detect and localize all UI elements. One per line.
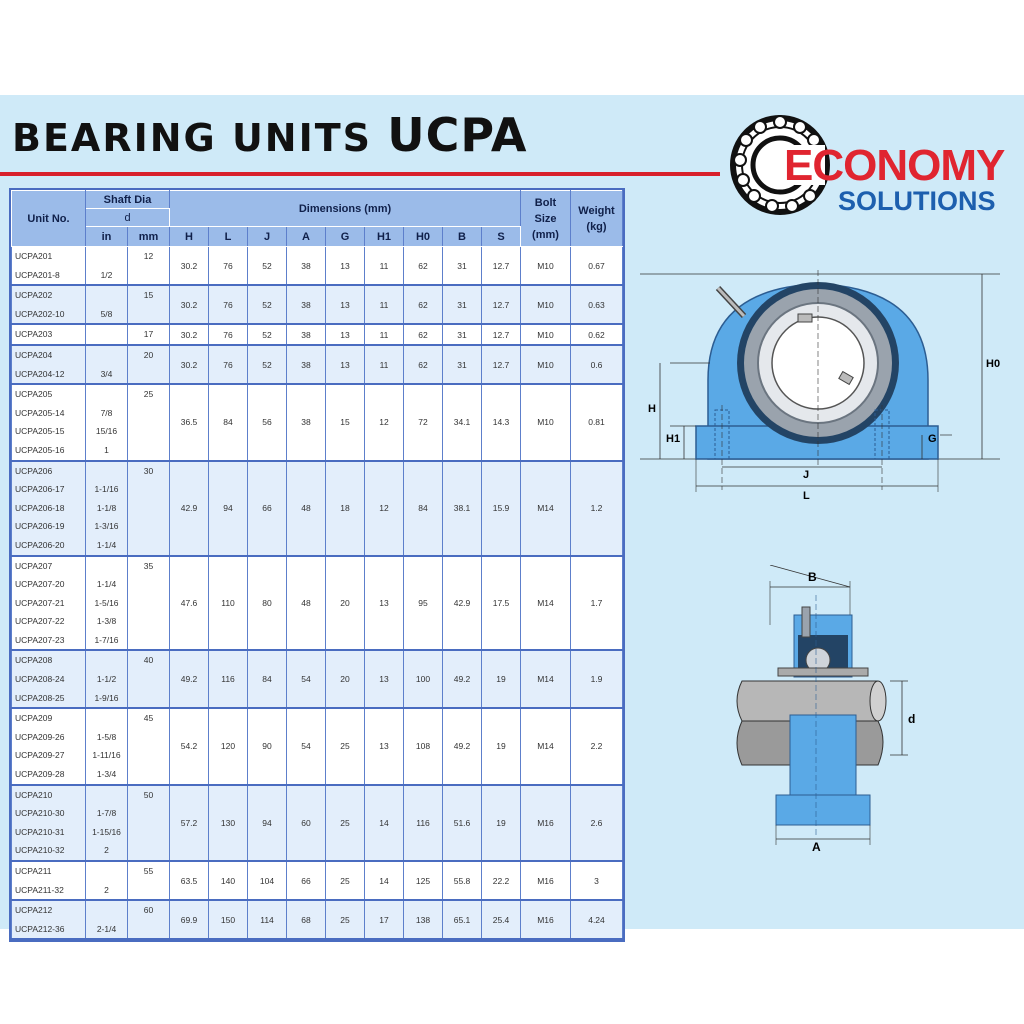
dim-value: 14 bbox=[365, 785, 404, 861]
header-dim-2: J bbox=[248, 227, 287, 247]
unit-no: UCPA207-23 bbox=[15, 634, 65, 645]
shaft-inch: 1-7/16 bbox=[94, 634, 119, 645]
header-shaft-d: d bbox=[86, 209, 170, 227]
header-shaft-dia: Shaft Dia bbox=[86, 191, 170, 209]
bolt-size: M14 bbox=[521, 556, 571, 651]
shaft-inch bbox=[86, 651, 127, 670]
shaft-inch: 1-1/4 bbox=[96, 579, 117, 590]
unit-no: UCPA207 bbox=[15, 560, 53, 571]
dim-value: 30.2 bbox=[170, 285, 209, 324]
unit-no-cell bbox=[12, 461, 86, 556]
logo-text-economy: ECONOMY bbox=[784, 141, 1005, 190]
dim-value: 54 bbox=[287, 708, 326, 784]
shaft-inch: 1-5/16 bbox=[94, 597, 119, 608]
header-dim-5: H1 bbox=[365, 227, 404, 247]
unit-no: UCPA203 bbox=[15, 329, 53, 340]
unit-no: UCPA206 bbox=[15, 465, 53, 476]
unit-no: UCPA210-32 bbox=[15, 845, 65, 856]
unit-no: UCPA208-24 bbox=[15, 674, 65, 685]
shaft-mm: 35 bbox=[128, 556, 170, 651]
unit-no-cell bbox=[12, 556, 86, 651]
dim-value: 49.2 bbox=[443, 708, 482, 784]
dim-value: 25 bbox=[326, 861, 365, 900]
dim-value: 108 bbox=[404, 708, 443, 784]
dim-value: 116 bbox=[404, 785, 443, 861]
shaft-inch-cell bbox=[86, 461, 128, 556]
unit-no: UCPA202 bbox=[15, 290, 53, 301]
unit-no-cell bbox=[12, 785, 86, 861]
shaft-inch-cell bbox=[86, 785, 128, 861]
shaft-inch-cell bbox=[86, 285, 128, 324]
table-row bbox=[12, 345, 623, 384]
dim-value: 30.2 bbox=[170, 345, 209, 384]
weight: 0.6 bbox=[571, 345, 623, 384]
header-dim-8: S bbox=[482, 227, 521, 247]
unit-no-cell bbox=[12, 384, 86, 460]
dim-value: 72 bbox=[404, 384, 443, 460]
dim-value: 20 bbox=[326, 556, 365, 651]
header-weight: Weight (kg) bbox=[571, 191, 623, 247]
shaft-mm: 17 bbox=[128, 324, 170, 345]
dim-value: 17 bbox=[365, 900, 404, 939]
shaft-inch bbox=[86, 557, 127, 576]
dim-value: 36.5 bbox=[170, 384, 209, 460]
dim-value: 31 bbox=[443, 285, 482, 324]
dim-value: 140 bbox=[209, 861, 248, 900]
dim-value: 150 bbox=[209, 900, 248, 939]
bolt-size: M10 bbox=[521, 285, 571, 324]
front-view-diagram bbox=[640, 260, 1020, 510]
table-row bbox=[12, 556, 623, 651]
header-dimensions: Dimensions (mm) bbox=[170, 191, 521, 227]
dim-value: 49.2 bbox=[443, 650, 482, 708]
shaft-mm: 45 bbox=[128, 708, 170, 784]
dim-value: 130 bbox=[209, 785, 248, 861]
shaft-inch-cell bbox=[86, 247, 128, 286]
table-row bbox=[12, 861, 623, 900]
label-h1: H1 bbox=[666, 433, 681, 445]
dim-value: 125 bbox=[404, 861, 443, 900]
dim-value: 52 bbox=[248, 285, 287, 324]
unit-no: UCPA205-14 bbox=[15, 407, 65, 418]
shaft-inch: 2 bbox=[104, 884, 109, 895]
dim-value: 13 bbox=[365, 708, 404, 784]
dim-value: 19 bbox=[482, 708, 521, 784]
unit-no: UCPA209 bbox=[15, 713, 53, 724]
shaft-inch-cell bbox=[86, 708, 128, 784]
dim-value: 62 bbox=[404, 345, 443, 384]
bolt-size: M14 bbox=[521, 461, 571, 556]
dim-value: 19 bbox=[482, 650, 521, 708]
table-row bbox=[12, 285, 623, 324]
header-unit-no: Unit No. bbox=[12, 191, 86, 247]
shaft-mm: 60 bbox=[128, 900, 170, 939]
dim-value: 66 bbox=[287, 861, 326, 900]
shaft-mm: 12 bbox=[128, 247, 170, 286]
dim-value: 100 bbox=[404, 650, 443, 708]
unit-no: UCPA208 bbox=[15, 655, 53, 666]
bolt-size: M16 bbox=[521, 785, 571, 861]
dim-value: 13 bbox=[365, 556, 404, 651]
unit-no-cell bbox=[12, 708, 86, 784]
dim-value: 76 bbox=[209, 345, 248, 384]
bolt-size: M14 bbox=[521, 708, 571, 784]
dim-value: 11 bbox=[365, 324, 404, 345]
dim-value: 57.2 bbox=[170, 785, 209, 861]
side-view-diagram bbox=[730, 565, 930, 855]
dim-value: 52 bbox=[248, 247, 287, 286]
shaft-inch: 1-3/4 bbox=[96, 769, 117, 780]
dim-value: 38.1 bbox=[443, 461, 482, 556]
unit-no: UCPA201 bbox=[15, 251, 53, 261]
dim-value: 38 bbox=[287, 247, 326, 286]
shaft-inch-cell bbox=[86, 384, 128, 460]
dim-value: 62 bbox=[404, 324, 443, 345]
shaft-inch bbox=[86, 786, 127, 805]
dim-value: 13 bbox=[326, 345, 365, 384]
shaft-inch: 1-1/4 bbox=[96, 539, 117, 550]
shaft-inch bbox=[86, 709, 127, 728]
dim-value: 12 bbox=[365, 384, 404, 460]
dim-value: 11 bbox=[365, 285, 404, 324]
shaft-inch: 1-11/16 bbox=[92, 750, 121, 761]
dim-value: 52 bbox=[248, 345, 287, 384]
dim-value: 30.2 bbox=[170, 324, 209, 345]
shaft-inch bbox=[86, 862, 127, 881]
weight: 0.63 bbox=[571, 285, 623, 324]
logo-text-solutions: SOLUTIONS bbox=[838, 186, 996, 216]
header-bolt-size: Bolt Size (mm) bbox=[521, 191, 571, 247]
dim-value: 30.2 bbox=[170, 247, 209, 286]
dim-value: 31 bbox=[443, 324, 482, 345]
unit-no: UCPA209-28 bbox=[15, 769, 65, 780]
dim-value: 94 bbox=[209, 461, 248, 556]
unit-no: UCPA209-27 bbox=[15, 750, 65, 761]
unit-no-cell bbox=[12, 285, 86, 324]
weight: 1.9 bbox=[571, 650, 623, 708]
dim-value: 65.1 bbox=[443, 900, 482, 939]
dim-value: 94 bbox=[248, 785, 287, 861]
dim-value: 62 bbox=[404, 285, 443, 324]
label-h: H bbox=[648, 403, 656, 415]
header-mm: mm bbox=[128, 227, 170, 247]
shaft-inch: 1-15/16 bbox=[92, 826, 121, 837]
unit-no: UCPA205-15 bbox=[15, 426, 65, 437]
dim-value: 69.9 bbox=[170, 900, 209, 939]
unit-no: UCPA204 bbox=[15, 349, 53, 360]
unit-no: UCPA210-30 bbox=[15, 808, 65, 819]
shaft-inch-cell bbox=[86, 861, 128, 900]
dim-value: 13 bbox=[326, 324, 365, 345]
shaft-inch: 1-9/16 bbox=[94, 692, 119, 703]
dim-value: 42.9 bbox=[443, 556, 482, 651]
unit-no: UCPA206-19 bbox=[15, 521, 65, 532]
page-title bbox=[12, 108, 528, 162]
weight: 0.81 bbox=[571, 384, 623, 460]
weight: 1.2 bbox=[571, 461, 623, 556]
table-row bbox=[12, 650, 623, 708]
shaft-inch bbox=[86, 462, 127, 481]
dim-value: 15.9 bbox=[482, 461, 521, 556]
shaft-mm: 25 bbox=[128, 384, 170, 460]
unit-no-cell bbox=[12, 861, 86, 900]
shaft-inch: 1-3/16 bbox=[94, 521, 119, 532]
shaft-inch-cell bbox=[86, 345, 128, 384]
dim-value: 11 bbox=[365, 345, 404, 384]
shaft-inch bbox=[86, 247, 127, 266]
shaft-inch-cell bbox=[86, 556, 128, 651]
dim-value: 38 bbox=[287, 384, 326, 460]
dim-value: 120 bbox=[209, 708, 248, 784]
dim-value: 34.1 bbox=[443, 384, 482, 460]
label-g: G bbox=[928, 433, 937, 445]
dim-value: 13 bbox=[365, 650, 404, 708]
dim-value: 12.7 bbox=[482, 345, 521, 384]
dim-value: 19 bbox=[482, 785, 521, 861]
shaft-inch: 15/16 bbox=[95, 426, 118, 437]
unit-no-cell bbox=[12, 650, 86, 708]
table-row bbox=[12, 708, 623, 784]
dim-value: 12.7 bbox=[482, 247, 521, 286]
dim-value: 22.2 bbox=[482, 861, 521, 900]
shaft-inch: 2 bbox=[104, 845, 109, 856]
dim-value: 48 bbox=[287, 461, 326, 556]
dim-value: 17.5 bbox=[482, 556, 521, 651]
dim-value: 48 bbox=[287, 556, 326, 651]
bolt-size: M10 bbox=[521, 345, 571, 384]
company-logo bbox=[730, 110, 1005, 220]
shaft-mm: 15 bbox=[128, 285, 170, 324]
unit-no: UCPA210 bbox=[15, 789, 53, 800]
dim-value: 84 bbox=[404, 461, 443, 556]
shaft-mm: 30 bbox=[128, 461, 170, 556]
table-row bbox=[12, 461, 623, 556]
shaft-inch: 1/2 bbox=[100, 269, 113, 280]
label-a: A bbox=[812, 840, 821, 854]
weight: 0.62 bbox=[571, 324, 623, 345]
unit-no: UCPA208-25 bbox=[15, 692, 65, 703]
unit-no-cell bbox=[12, 345, 86, 384]
title-underline bbox=[0, 172, 720, 176]
dim-value: 56 bbox=[248, 384, 287, 460]
table-row bbox=[12, 247, 623, 286]
title-text: BEARING UNITS bbox=[12, 116, 388, 160]
table-row bbox=[12, 900, 623, 939]
unit-no-cell bbox=[12, 247, 86, 286]
header-dim-1: L bbox=[209, 227, 248, 247]
unit-no: UCPA205-16 bbox=[15, 444, 65, 455]
unit-no: UCPA211-32 bbox=[15, 884, 64, 895]
table-row bbox=[12, 384, 623, 460]
bolt-size: M10 bbox=[521, 324, 571, 345]
weight: 2.2 bbox=[571, 708, 623, 784]
spec-table bbox=[9, 188, 625, 942]
dim-value: 54.2 bbox=[170, 708, 209, 784]
unit-no-cell bbox=[12, 900, 86, 939]
dim-value: 76 bbox=[209, 285, 248, 324]
header-dim-0: H bbox=[170, 227, 209, 247]
unit-no: UCPA212 bbox=[15, 905, 53, 916]
dim-value: 38 bbox=[287, 324, 326, 345]
shaft-inch: 1 bbox=[104, 444, 109, 455]
dim-value: 52 bbox=[248, 324, 287, 345]
unit-no: UCPA212-36 bbox=[15, 923, 65, 934]
dim-value: 25.4 bbox=[482, 900, 521, 939]
shaft-inch: 5/8 bbox=[100, 308, 113, 319]
dim-value: 63.5 bbox=[170, 861, 209, 900]
dim-value: 11 bbox=[365, 247, 404, 286]
shaft-mm: 50 bbox=[128, 785, 170, 861]
dim-value: 31 bbox=[443, 247, 482, 286]
shaft-inch-cell bbox=[86, 324, 128, 345]
unit-no: UCPA202-10 bbox=[15, 308, 65, 319]
shaft-mm: 20 bbox=[128, 345, 170, 384]
dim-value: 55.8 bbox=[443, 861, 482, 900]
dim-value: 12 bbox=[365, 461, 404, 556]
bolt-size: M10 bbox=[521, 247, 571, 286]
dim-value: 13 bbox=[326, 247, 365, 286]
weight: 3 bbox=[571, 861, 623, 900]
label-d: d bbox=[908, 712, 916, 726]
title-model: UCPA bbox=[387, 108, 528, 162]
unit-no: UCPA205 bbox=[15, 389, 53, 400]
shaft-inch: 1-5/8 bbox=[96, 731, 117, 742]
shaft-inch bbox=[86, 901, 127, 920]
label-l: L bbox=[803, 490, 810, 502]
dim-value: 76 bbox=[209, 247, 248, 286]
unit-no: UCPA209-26 bbox=[15, 731, 65, 742]
label-j: J bbox=[803, 469, 810, 481]
dim-value: 38 bbox=[287, 285, 326, 324]
weight: 2.6 bbox=[571, 785, 623, 861]
dim-value: 60 bbox=[287, 785, 326, 861]
dim-value: 84 bbox=[248, 650, 287, 708]
weight: 1.7 bbox=[571, 556, 623, 651]
dim-value: 42.9 bbox=[170, 461, 209, 556]
shaft-inch: 1-1/16 bbox=[94, 484, 119, 495]
bolt-size: M16 bbox=[521, 861, 571, 900]
dim-value: 31 bbox=[443, 345, 482, 384]
unit-no: UCPA207-22 bbox=[15, 616, 65, 627]
shaft-inch: 1-1/2 bbox=[96, 674, 117, 685]
dim-value: 12.7 bbox=[482, 324, 521, 345]
header-dim-7: B bbox=[443, 227, 482, 247]
dim-value: 90 bbox=[248, 708, 287, 784]
dim-value: 14 bbox=[365, 861, 404, 900]
unit-no: UCPA206-17 bbox=[15, 484, 65, 495]
dim-value: 13 bbox=[326, 285, 365, 324]
label-h0: H0 bbox=[986, 358, 1001, 370]
header-dim-4: G bbox=[326, 227, 365, 247]
dim-value: 110 bbox=[209, 556, 248, 651]
unit-no: UCPA206-18 bbox=[15, 502, 65, 513]
shaft-inch: 1-7/8 bbox=[96, 808, 117, 819]
dim-value: 138 bbox=[404, 900, 443, 939]
shaft-inch bbox=[86, 286, 127, 305]
shaft-mm: 55 bbox=[128, 861, 170, 900]
bolt-size: M14 bbox=[521, 650, 571, 708]
header-dim-6: H0 bbox=[404, 227, 443, 247]
unit-no: UCPA201-8 bbox=[15, 269, 60, 280]
dim-value: 62 bbox=[404, 247, 443, 286]
unit-no: UCPA204-12 bbox=[15, 368, 65, 379]
dim-value: 20 bbox=[326, 650, 365, 708]
dim-value: 66 bbox=[248, 461, 287, 556]
table-row bbox=[12, 785, 623, 861]
weight: 0.67 bbox=[571, 247, 623, 286]
dim-value: 114 bbox=[248, 900, 287, 939]
dim-value: 14.3 bbox=[482, 384, 521, 460]
unit-no: UCPA206-20 bbox=[15, 539, 65, 550]
bolt-size: M10 bbox=[521, 384, 571, 460]
header-in: in bbox=[86, 227, 128, 247]
shaft-inch: 3/4 bbox=[100, 368, 113, 379]
shaft-inch-cell bbox=[86, 900, 128, 939]
shaft-inch bbox=[86, 385, 127, 404]
table-row bbox=[12, 324, 623, 345]
unit-no: UCPA207-21 bbox=[15, 597, 65, 608]
dim-value: 38 bbox=[287, 345, 326, 384]
dim-value: 76 bbox=[209, 324, 248, 345]
dim-value: 54 bbox=[287, 650, 326, 708]
dim-value: 18 bbox=[326, 461, 365, 556]
dim-value: 25 bbox=[326, 900, 365, 939]
dim-value: 68 bbox=[287, 900, 326, 939]
label-b: B bbox=[808, 570, 817, 584]
dim-value: 84 bbox=[209, 384, 248, 460]
dim-value: 15 bbox=[326, 384, 365, 460]
dim-value: 47.6 bbox=[170, 556, 209, 651]
dim-value: 25 bbox=[326, 708, 365, 784]
dim-value: 51.6 bbox=[443, 785, 482, 861]
weight: 4.24 bbox=[571, 900, 623, 939]
shaft-inch: 7/8 bbox=[100, 407, 113, 418]
dim-value: 116 bbox=[209, 650, 248, 708]
shaft-inch bbox=[86, 325, 127, 344]
shaft-inch: 1-3/8 bbox=[96, 616, 117, 627]
dim-value: 25 bbox=[326, 785, 365, 861]
dim-value: 49.2 bbox=[170, 650, 209, 708]
unit-no: UCPA207-20 bbox=[15, 579, 65, 590]
dim-value: 104 bbox=[248, 861, 287, 900]
dim-value: 80 bbox=[248, 556, 287, 651]
shaft-inch: 2-1/4 bbox=[96, 923, 117, 934]
shaft-inch: 1-1/8 bbox=[96, 502, 117, 513]
shaft-inch-cell bbox=[86, 650, 128, 708]
unit-no: UCPA211 bbox=[15, 866, 52, 876]
dim-value: 95 bbox=[404, 556, 443, 651]
shaft-inch bbox=[86, 346, 127, 365]
bolt-size: M16 bbox=[521, 900, 571, 939]
dim-value: 12.7 bbox=[482, 285, 521, 324]
unit-no: UCPA210-31 bbox=[15, 826, 65, 837]
header-dim-3: A bbox=[287, 227, 326, 247]
shaft-mm: 40 bbox=[128, 650, 170, 708]
unit-no-cell bbox=[12, 324, 86, 345]
